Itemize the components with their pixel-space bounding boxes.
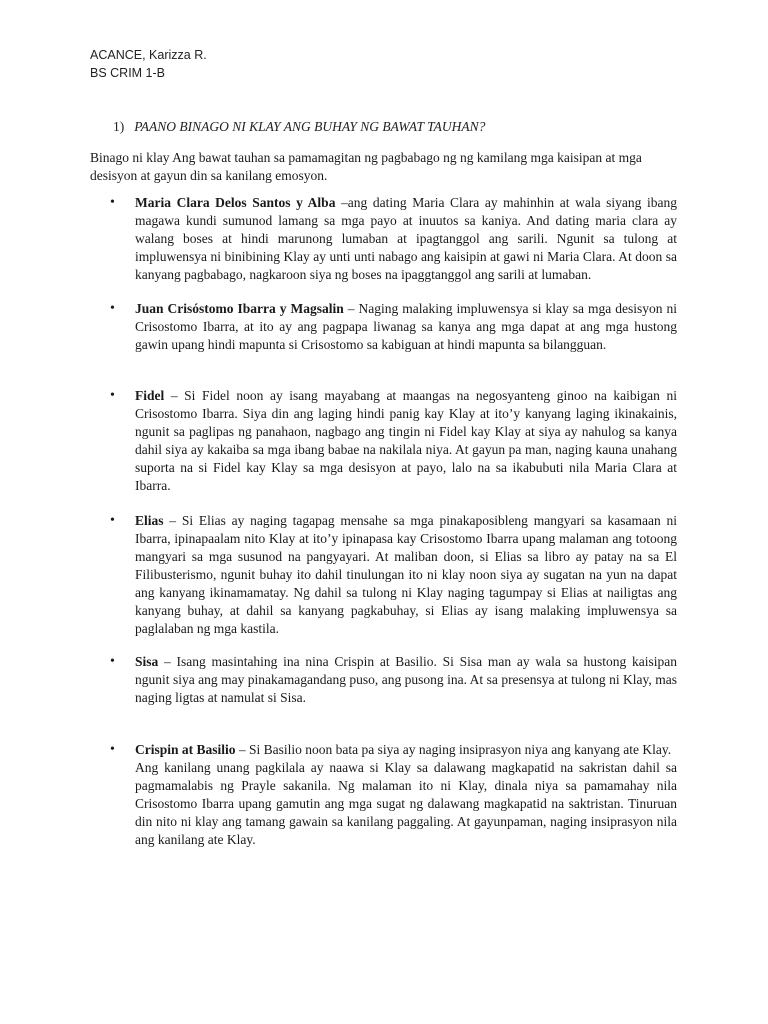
question-text: PAANO BINAGO NI KLAY ANG BUHAY NG BAWAT TAUHAN? — [134, 119, 486, 134]
question-number: 1) — [113, 119, 125, 134]
list-item — [110, 300, 678, 354]
character-description: –ang dating Maria Clara ay mahinhin at wala siyang ibang magawa kundi sumunod lamang sa mga payo at inuutos sa kaniya. And dating maria clara ay walang boses at hindi marunong lumaban at ipagtanggol ang sarili. Ngunit sa tulong at impluwensya ni binibining Klay ay unti unti nabago ang kaisipin at gawi ni Maria Clara. At doon sa kanyang pagbabago, nagkaroon siya ng boses na ipaggtanggol ang sarili at lumaban. — [135, 195, 677, 282]
character-name: Juan Crisóstomo Ibarra y Magsalin — [135, 301, 344, 316]
bullet-icon: • — [110, 195, 115, 210]
intro-paragraph: Binago ni klay Ang bawat tauhan sa pamamagitan ng pagbabago ng ng kamilang mga kaisipan at mga desisyon at gayun din sa kanilang emosyon. — [90, 150, 642, 183]
list-item — [110, 512, 677, 638]
character-description: – Naging malaking impluwensya si klay sa mga desisyon ni Crisostomo Ibarra, at ito ay ang pagpapa liwanag sa kanya ang mga dapat at ang mga hustong gawin upang hindi mapunta si Crisostomo sa kabiguan at hindi mapunta sa bilangguan. — [135, 301, 678, 352]
bullet-icon: • — [110, 742, 115, 757]
character-name: Maria Clara Delos Santos y Alba — [135, 195, 336, 210]
list-item — [110, 194, 677, 284]
bullet-icon: • — [110, 301, 115, 316]
character-description: – Isang masintahing ina nina Crispin at Basilio. Si Sisa man ay wala sa hustong kaisipan ngunit siya ang may pinakamagandang puso, ang pusong ina. At sa presensya at tulong ni Klay, mas naging ligtas at namulat si Sisa. — [135, 654, 677, 705]
bullet-icon: • — [110, 513, 115, 528]
question-heading — [113, 119, 485, 135]
character-description-continued: Ang kanilang unang pagkilala ay naawa si Klay sa dalawang magkapatid na sakristan dahil sa pagmamalabis ng Prayle sakanila. Ng malaman ito ni Klay, dinala niya sa pamamahay nila Crisostomo Ibarra upang gamutin ang mga sugat ng dalawang magkapatid na saktristan. Tinuruan din nito ni klay ang tamang gawain sa kanilang paggaling. At gayunpaman, naging insiprasyon nila ang kanilang ate Klay. — [135, 760, 677, 847]
bullet-icon: • — [110, 654, 115, 669]
document-header — [90, 46, 207, 82]
list-item — [110, 741, 677, 849]
bullet-icon: • — [110, 388, 115, 403]
character-name: Sisa — [135, 654, 159, 669]
list-item — [110, 653, 677, 707]
character-description: – Si Fidel noon ay isang mayabang at maangas na negosyanteng ginoo na kaibigan ni Crisostomo Ibarra. Siya din ang laging hindi panig kay Klay at ito’y kanyang laging ikinakainis, ngunit sa paglipas ng panahaon, nagbago ang tingin ni Fidel kay Klay at siya ay nahulog sa kanya dahil siya ay kakaiba sa mga ibang babae na nakilala niya. At gayun pa man, naging kauna unahang suporta na si Fidel kay Klay sa mga desisyon at payo, lalo na sa ikabubuti nila Maria Clara at Ibarra. — [135, 388, 677, 493]
character-description: – Si Basilio noon bata pa siya ay naging insiprasyon niya ang kanyang ate Klay. — [235, 742, 672, 757]
character-name: Elias — [135, 513, 164, 528]
character-name: Fidel — [135, 388, 165, 403]
character-name: Crispin at Basilio — [135, 742, 236, 757]
character-description: – Si Elias ay naging tagapag mensahe sa mga pinakaposibleng mangyari sa kasamaan ni Ibarra, ipinapaalam nito Klay at ito’y ipinapasa kay Crisostomo Ibarra upang malaman ang totoong mangyari sa mga susunod na pangyayari. At maliban doon, si Elias sa libro ay patay na sa El Filibusterismo, ngunit buhay ito dahil tinulungan ito ni klay noon siya ay sugatan na yun na dapat ang kanyang ikinamamatay. Ng dahil sa tulong ni Klay naging tagumpay si Elias at nailigtas ang kanyang buhay, at dahil sa kanyang pagkabuhay, si Elias ay isang malaking impluwensya sa paglalaban ng mga kastila. — [135, 513, 677, 636]
list-item — [110, 387, 677, 495]
student-course: BS CRIM 1-B — [90, 66, 166, 80]
student-name: ACANCE, Karizza R. — [90, 48, 207, 62]
